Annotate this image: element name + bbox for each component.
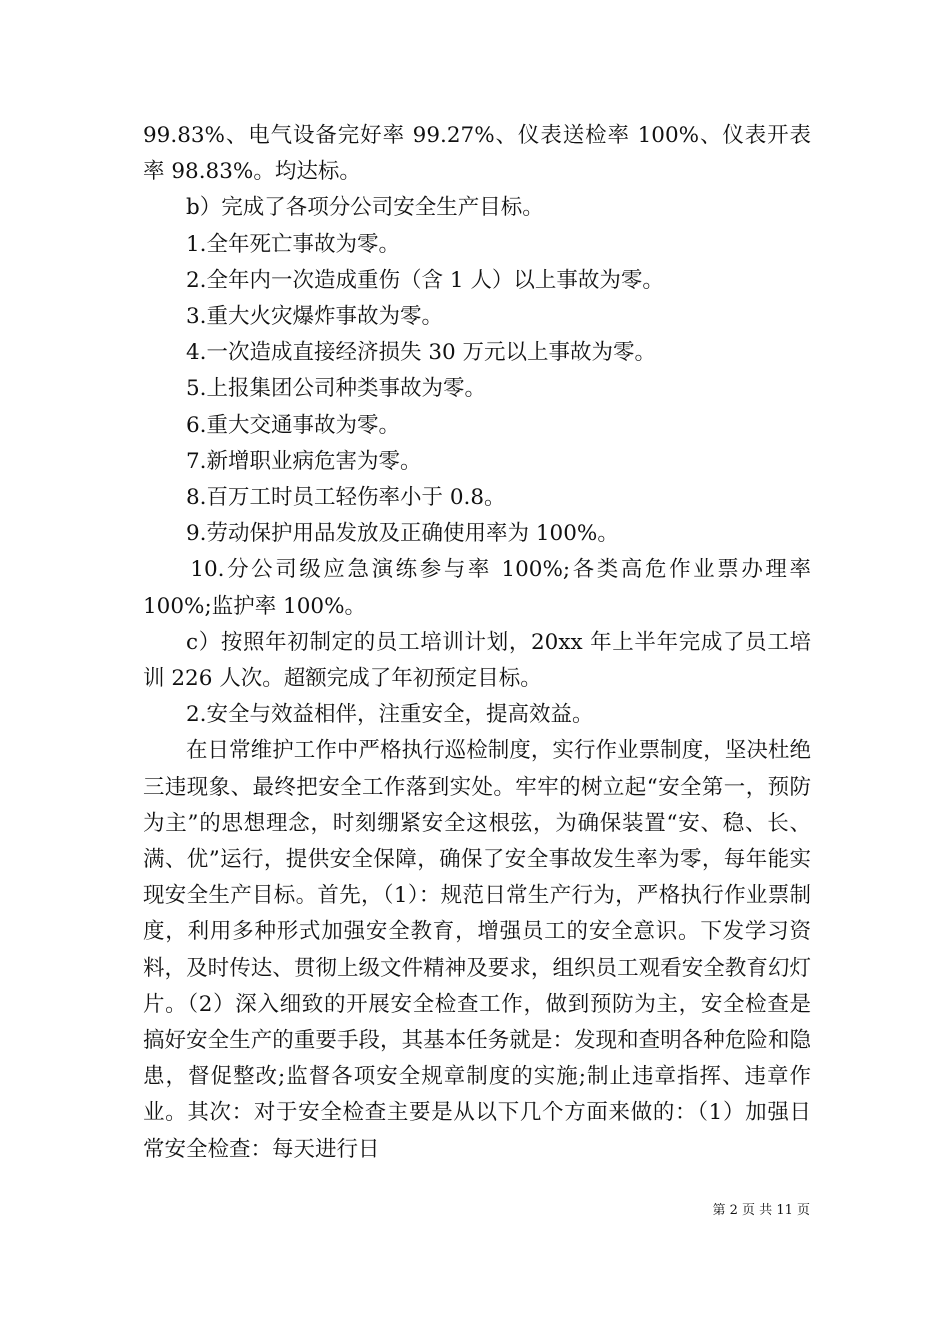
paragraph-item-10: 10.分公司级应急演练参与率 100%;各类高危作业票办理率 100%;监护率 100%。 [143,557,811,619]
paragraph-item-5: 5.上报集团公司种类事故为零。 [186,376,487,402]
paragraph-item-9: 9.劳动保护用品发放及正确使用率为 100%。 [186,521,619,547]
paragraph-item-1: 1.全年死亡事故为零。 [186,231,401,257]
paragraph-heading-c: c）按照年初制定的员工培训计划，20xx 年上半年完成了员工培训 226 人次。超额完成了年初预定目标。 [143,629,811,692]
paragraph-item-2: 2.全年内一次造成重伤（含 1 人）以上事故为零。 [186,267,664,293]
page-number-footer: 第 2 页 共 11 页 [712,1203,810,1218]
paragraph-equipment-rates: 99.83%、电气设备完好率 99.27%、仪表送检率 100%、仪表开表率 98.83%。均达标。 [143,123,811,185]
document-body [143,118,811,1168]
paragraph-item-8: 8.百万工时员工轻伤率小于 0.8。 [186,485,506,511]
paragraph-item-3: 3.重大火灾爆炸事故为零。 [186,304,444,330]
paragraph-body-safety: 在日常维护工作中严格执行巡检制度，实行作业票制度，坚决杜绝三违现象、最终把安全工作落到实处。牢牢的树立起“安全第一，预防为主”的思想理念，时刻绷紧安全这根弦，为确保装置“安、稳、长、满、优”运行，提供安全保障，确保了安全事故发生率为零，每年能实现安全生产目标。首先，（1）：规范日常生产行为，严格执行作业票制度，利用多种形式加强安全教育，增强员工的安全意识。下发学习资料，及时传达、贯彻上级文件精神及要求，组织员工观看安全教育幻灯片。（2）深入细致的开展安全检查工作，做到预防为主，安全检查是搞好安全生产的重要手段，其基本任务就是：发现和查明各种危险和隐患，督促整改;监督各项安全规章制度的实施;制止违章指挥、违章作业。其次：对于安全检查主要是从以下几个方面来做的：（1）加强日常安全检查：每天进行日 [143,738,811,1162]
paragraph-heading-b: b）完成了各项分公司安全生产目标。 [186,195,544,221]
paragraph-section-2: 2.安全与效益相伴，注重安全，提高效益。 [186,702,594,728]
paragraph-item-4: 4.一次造成直接经济损失 30 万元以上事故为零。 [186,340,657,366]
paragraph-item-6: 6.重大交通事故为零。 [186,412,401,438]
paragraph-item-7: 7.新增职业病危害为零。 [186,448,422,474]
